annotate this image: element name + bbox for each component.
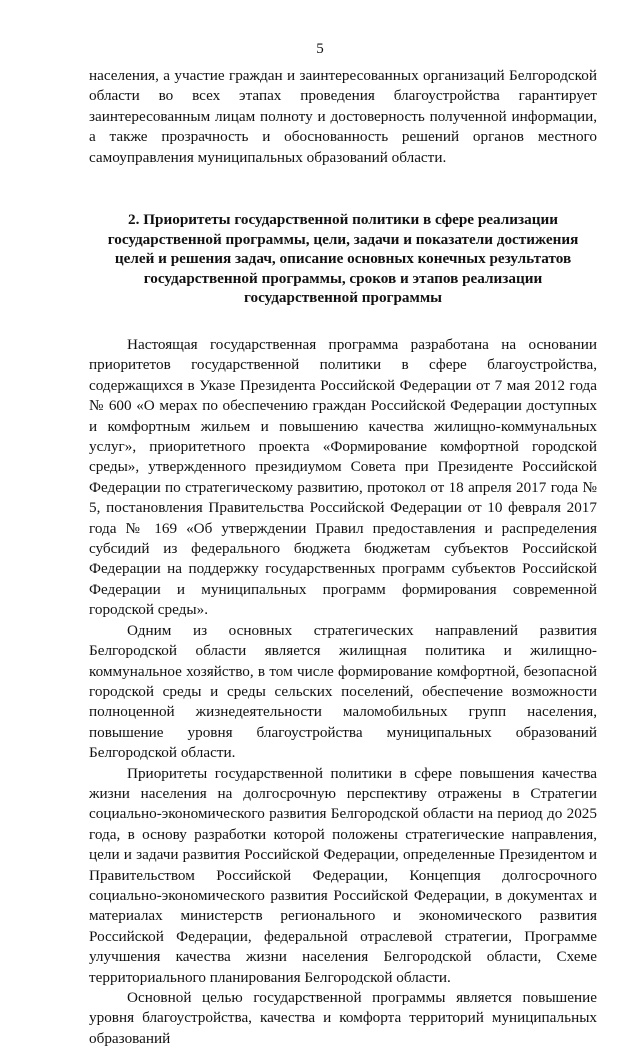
section-heading: 2. Приоритеты государственной политики в сфере реализации государственной программы, цели, задачи и показатели достижения целей и решения задач, описание основных конечных результатов государственной программы, сроков и этапов реализации государственной программы — [107, 211, 579, 307]
body-paragraph: Настоящая государственная программа разработана на основании приоритетов государственной политики в сфере благоустройства, содержащихся в Указе Президента Российской Федерации от 7 мая 2012 года № 600 «О мерах по обеспечению граждан Российской Федерации доступных и комфортным жильем и повышению качества жилищно-коммунальных услуг», приоритетного проекта «Формирование комфортной городской среды», утвержденного президиумом Совета при Президенте Российской Федерации по стратегическому развитию, протокол от 18 апреля 2017 года № 5, постановления Правительства Российской Федерации от 10 февраля 2017 года № 169 «Об утверждении Правил предоставления и распределения субсидий из федерального бюджета бюджетам субъектов Российской Федерации на поддержку государственных программ субъектов Российской Федерации и муниципальных программ формирования современной городской среды». — [89, 336, 597, 619]
body-paragraph: Приоритеты государственной политики в сфере повышения качества жизни населения на долгосрочную перспективу отражены в Стратегии социально-экономического развития Белгородской области на период до 2025 года, в основу разработки которой положены стратегические направления, цели и задачи развития Российской Федерации, определенные Президентом и Правительством Российской Федерации, Концепция долгосрочного социально-экономического развития Российской Федерации, в документах и материалах министерств регионального и экономического развития Российской Федерации, федеральной отраслевой стратегии, Программе улучшения качества жизни населения Белгородской области, Схеме территориального планирования Белгородской области. — [89, 764, 597, 986]
document-body — [89, 66, 597, 1049]
intro-paragraph: населения, а участие граждан и заинтересованных организаций Белгородской области во всех этапах проведения благоустройства гарантирует заинтересованным лицам полноту и достоверность полученной информации, а также прозрачность и обоснованность решений органов местного самоуправления муниципальных образований области. — [89, 67, 597, 166]
page-number: 5 — [316, 41, 324, 57]
spacer — [89, 308, 597, 335]
body-paragraph: Основной целью государственной программы является повышение уровня благоустройства, качества и комфорта территорий муниципальных образований — [89, 989, 597, 1047]
body-paragraph: Одним из основных стратегических направлений развития Белгородской области является жилищная политика и жилищно-коммунальное хозяйство, в том числе формирование комфортной, безопасной городской среды и среды сельских поселений, обеспечение возможности полноценной жизнедеятельности маломобильных групп населения, повышение уровня благоустройства муниципальных образований Белгородской области. — [89, 621, 597, 762]
